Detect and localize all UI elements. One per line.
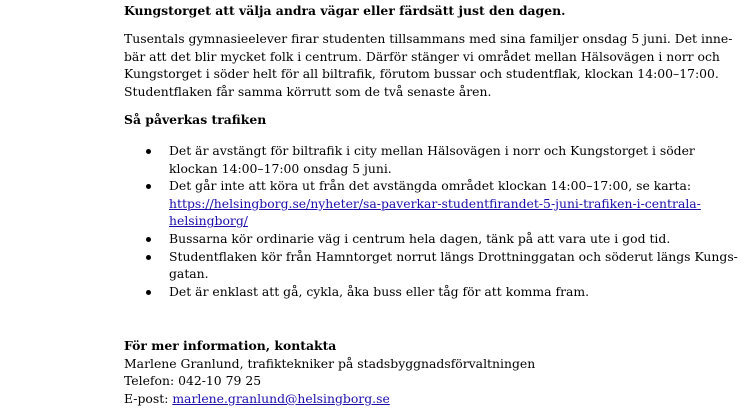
list-item — [124, 142, 695, 177]
list-item — [124, 177, 701, 230]
list-item — [124, 248, 738, 283]
traffic-map-link[interactable]: https://helsingborg.se/nyheter/sa-paverkar-studentfirandet-5-juni-trafiken-i-centrala- — [169, 195, 701, 211]
traffic-bullet-list — [124, 142, 738, 300]
list-item-text: gatan. — [169, 266, 209, 282]
paragraph-line: bär att det blir mycket folk i centrum. Därför stänger vi området mellan Hälsovägen i norr och — [124, 48, 720, 64]
list-item-text: Bussarna kör ordinarie väg i centrum hela dagen, tänk på att vara ute i god tid. — [169, 230, 671, 246]
contact-name: Marlene Granlund, trafiktekniker på stadsbyggnadsförvaltningen — [124, 355, 536, 371]
list-item-text: Det är enklast att gå, cykla, åka buss eller tåg för att komma fram. — [169, 283, 590, 299]
email-link[interactable]: marlene.granlund@helsingborg.se — [172, 390, 390, 406]
paragraph-line: Kungstorget i söder helt för all biltrafik, förutom bussar och studentflak, klockan 14:00–17:00. — [124, 66, 719, 82]
intro-paragraph — [124, 30, 733, 100]
bullet-icon — [146, 184, 151, 189]
bullet-icon — [146, 237, 151, 242]
contact-heading: För mer information, kontakta — [124, 338, 337, 353]
list-item — [124, 230, 671, 248]
contact-block — [124, 337, 664, 407]
list-item-text: Studentflaken kör från Hamntorget norrut längs Drottninggatan och söderut längs Kungs- — [169, 248, 738, 264]
intro-tail-line: Kungstorget att välja andra vägar eller färdsätt just den dagen. — [124, 3, 566, 18]
paragraph-line: Tusentals gymnasieelever firar studenten tillsammans med sina familjer onsdag 5 juni. Det inne- — [124, 31, 733, 46]
bullet-icon — [146, 149, 151, 154]
list-item-text: klockan 14:00–17:00 onsdag 5 juni. — [169, 160, 392, 176]
paragraph-line: Studentflaken får samma körrutt som de två senaste åren. — [124, 83, 492, 99]
contact-email-line — [124, 390, 664, 408]
section-heading: Så påverkas trafiken — [124, 112, 267, 127]
list-item — [124, 283, 664, 301]
list-item-text: Det är avstängt för biltrafik i city mellan Hälsovägen i norr och Kungstorget i söder — [169, 143, 695, 158]
contact-phone: Telefon: 042-10 79 25 — [124, 373, 262, 389]
email-label: E-post: — [124, 390, 173, 406]
list-item-text: Det går inte att köra ut från det avstängda området klockan 14:00–17:00, se karta: — [169, 178, 692, 194]
bullet-icon — [146, 255, 151, 260]
bullet-icon — [146, 290, 151, 295]
traffic-map-link-continued[interactable]: helsingborg/ — [169, 213, 248, 229]
